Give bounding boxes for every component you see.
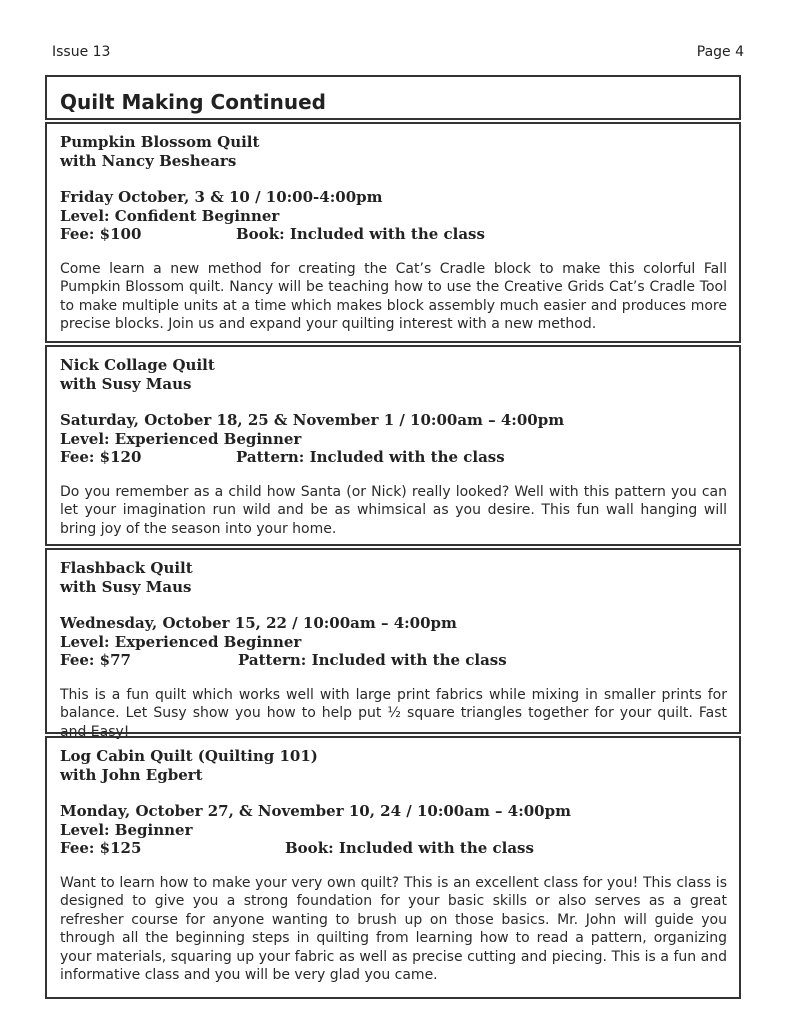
class-schedule: Wednesday, October 15, 22 / 10:00am – 4:00pm [60, 614, 457, 632]
class-instructor: with Nancy Beshears [60, 151, 237, 170]
class-card-nick-collage [45, 345, 741, 546]
class-fee-row [60, 448, 727, 467]
class-fee: Fee: $77 [60, 651, 131, 669]
issue-number: Issue 13 [52, 44, 111, 60]
class-level: Level: Confident Beginner [60, 206, 280, 225]
class-materials: Pattern: Included with the class [238, 651, 507, 669]
class-fee: Fee: $100 [60, 225, 142, 243]
class-name: Log Cabin Quilt (Quilting 101) [60, 747, 318, 765]
class-card-log-cabin [45, 736, 741, 999]
class-name: Nick Collage Quilt [60, 356, 215, 374]
class-description: Come learn a new method for creating the Cat’s Cradle block to make this colorful Fall Pumpkin Blossom quilt. Nancy will be teaching how to use the Creative Grids Cat’s Cradle Tool to make multiple units at a time which makes block assembly much easier and produces more precise blocks. Join us and expand your quilting interest with a new method. [60, 260, 727, 332]
class-level: Level: Experienced Beginner [60, 429, 302, 448]
page-number: Page 4 [696, 44, 744, 60]
class-materials: Book: Included with the class [285, 839, 534, 857]
class-fee: Fee: $120 [60, 448, 142, 466]
class-description: This is a fun quilt which works well with large print fabrics while mixing in smaller prints for balance. Let Susy show you how to help put ½ square triangles together for your quilt. Fast and Easy! [60, 686, 727, 740]
class-description: Do you remember as a child how Santa (or Nick) really looked? Well with this pattern you can let your imagination run wild and be as whimsical as you desire. This fun wall hanging will bring joy of the season into your home. [60, 483, 727, 537]
class-level: Level: Experienced Beginner [60, 632, 302, 651]
class-materials: Book: Included with the class [236, 225, 485, 243]
class-fee-row [60, 839, 727, 858]
class-card-pumpkin-blossom [45, 122, 741, 343]
class-schedule: Monday, October 27, & November 10, 24 / 10:00am – 4:00pm [60, 802, 571, 820]
class-materials: Pattern: Included with the class [236, 448, 505, 466]
class-level: Level: Beginner [60, 820, 193, 839]
class-instructor: with Susy Maus [60, 374, 192, 393]
class-name: Flashback Quilt [60, 559, 193, 577]
class-fee-row [60, 651, 727, 670]
class-fee: Fee: $125 [60, 839, 142, 857]
section-title: Quilt Making Continued [60, 90, 326, 114]
class-schedule: Friday October, 3 & 10 / 10:00-4:00pm [60, 188, 383, 206]
class-card-flashback [45, 548, 741, 740]
class-schedule: Saturday, October 18, 25 & November 1 / 10:00am – 4:00pm [60, 411, 565, 429]
class-instructor: with John Egbert [60, 765, 203, 784]
class-name: Pumpkin Blossom Quilt [60, 133, 260, 151]
section-title-box [45, 75, 741, 120]
class-description: Want to learn how to make your very own quilt? This is an excellent class for you! This class is designed to give you a strong foundation for your basic skills or also serves as a great refresher course for anyone wanting to brush up on those basics. Mr. John will guide you through all the beginning steps in quilting from learning how to read a pattern, organizing your materials, squaring up your fabric as well as precise cutting and piecing. This is a fun and informative class and you will be very glad you came. [60, 874, 727, 983]
class-instructor: with Susy Maus [60, 577, 192, 596]
class-fee-row [60, 225, 727, 244]
